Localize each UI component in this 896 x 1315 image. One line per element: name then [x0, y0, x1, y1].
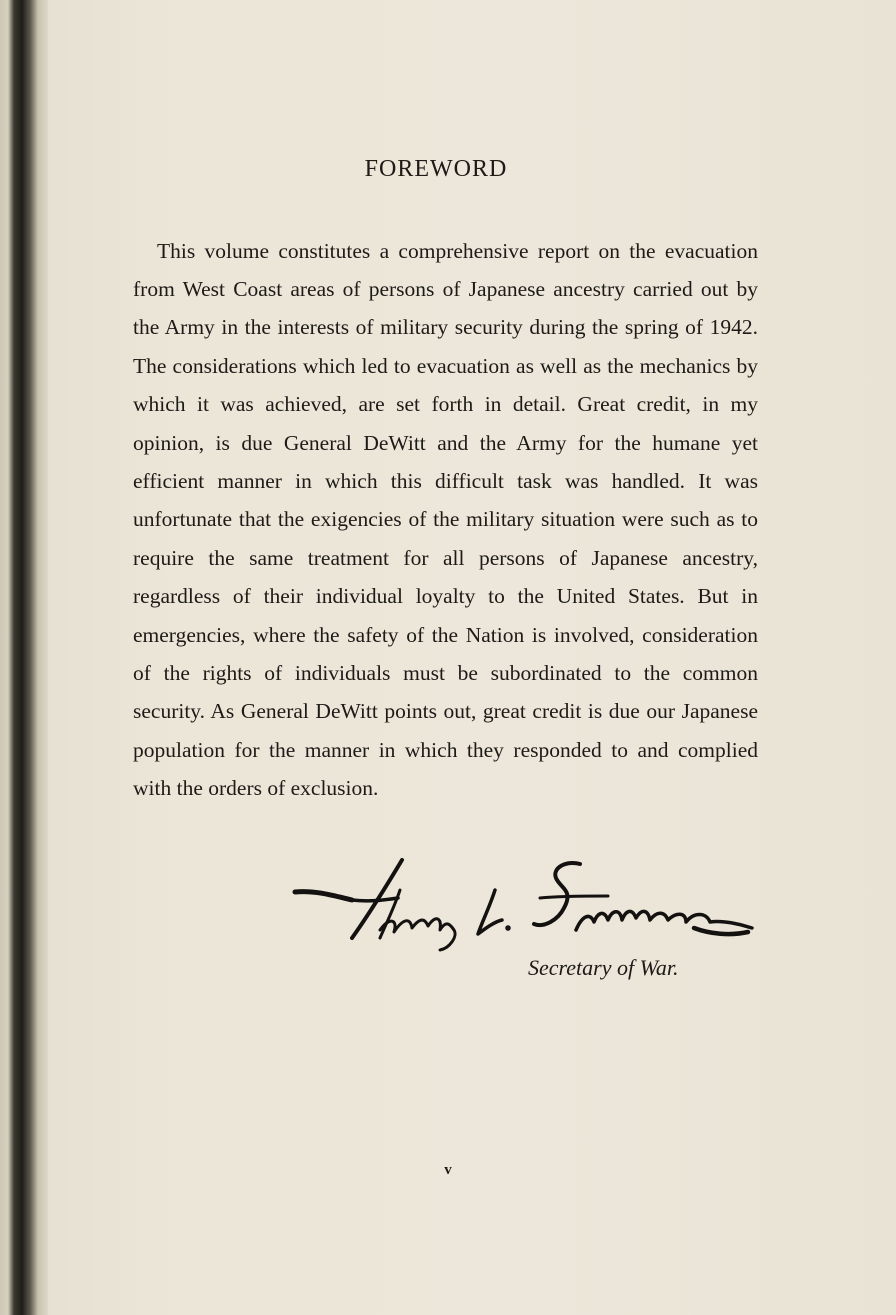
book-gutter [0, 0, 48, 1315]
page-title: FOREWORD [364, 156, 508, 182]
handwritten-signature [290, 850, 760, 960]
signatory-title: Secretary of War. [528, 955, 679, 980]
foreword-paragraph: This volume constitutes a comprehensive report on the evacuation from West Coast areas of persons of Japanese ancestry carried out by the Army in the interests of military security during the spring of 1942. The considerations which led to evacuation as well as the mechanics by which it was achieved, are set forth in detail. Great credit, in my opinion, is due General DeWitt and the Army for the humane yet efficient manner in which this difficult task was handled. It was unfortunate that the exigencies of the military situation were such as to require the same treatment for all persons of Japanese ancestry, regardless of their individual loyalty to the United States. But in emergencies, where the safety of the Nation is involved, consideration of the rights of individuals must be subordinated to the common security. As General DeWitt points out, great credit is due our Japanese population for the manner in which they responded to and complied with the orders of exclusion. [133, 238, 758, 801]
page-number: v [444, 1162, 452, 1178]
